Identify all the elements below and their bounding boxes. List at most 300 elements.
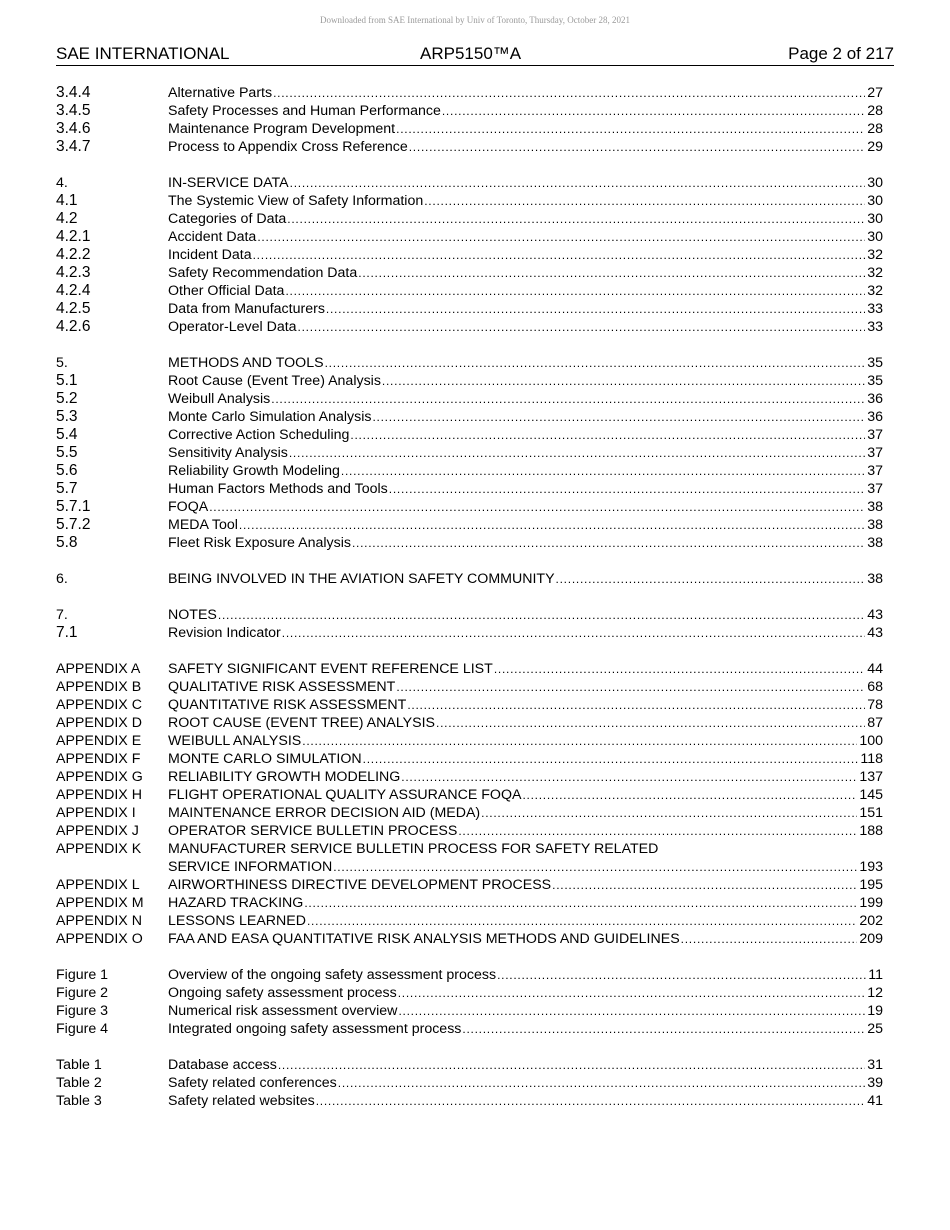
- toc-entry-title: BEING INVOLVED IN THE AVIATION SAFETY COMMUNITY: [168, 571, 555, 587]
- toc-entry-number: 6.: [56, 571, 68, 587]
- toc-entry-line: [168, 984, 883, 1002]
- toc-entry-line: [168, 138, 883, 156]
- toc-entry-page: 195: [859, 877, 883, 893]
- toc-entry[interactable]: [56, 678, 883, 696]
- toc-entry[interactable]: [56, 480, 883, 498]
- toc-entry-line: [168, 678, 883, 696]
- toc-entry-line: [168, 516, 883, 534]
- toc-entry-page: [881, 840, 883, 858]
- toc-entry-line: [168, 1074, 883, 1092]
- toc-entry-page: 33: [867, 301, 883, 317]
- toc-entry-line: [168, 768, 883, 786]
- toc-entry-line: [168, 570, 883, 588]
- toc-entry-page: 32: [867, 247, 883, 263]
- toc-entry-page: 29: [867, 139, 883, 155]
- dot-leader: [389, 480, 865, 498]
- toc-entry[interactable]: [56, 444, 883, 462]
- toc-entry-page: 68: [867, 679, 883, 695]
- toc-entry[interactable]: [56, 570, 883, 588]
- toc-entry-title: AIRWORTHINESS DIRECTIVE DEVELOPMENT PROCESS: [168, 877, 552, 893]
- toc-entry-page: 37: [867, 427, 883, 443]
- toc-entry-number: 5.7: [56, 480, 78, 497]
- toc-entry-number: Table 2: [56, 1075, 102, 1091]
- toc-entry-line: [168, 894, 883, 912]
- toc-entry[interactable]: [56, 120, 883, 138]
- toc-entry-title: NOTES: [168, 607, 217, 623]
- toc-entry-title: FOQA: [168, 499, 209, 515]
- toc-entry-title: FLIGHT OPERATIONAL QUALITY ASSURANCE FOQA: [168, 787, 522, 803]
- dot-leader: [218, 606, 865, 624]
- toc-entry-page: 35: [867, 373, 883, 389]
- toc-entry[interactable]: [56, 498, 883, 516]
- toc-entry-line: [168, 912, 883, 930]
- dot-leader: [442, 102, 865, 120]
- toc-entry-title: Numerical risk assessment overview: [168, 1003, 398, 1019]
- toc-entry-line: [168, 1092, 883, 1110]
- toc-entry-title: Database access: [168, 1057, 277, 1073]
- toc-entry-line: [168, 228, 883, 246]
- toc-entry-number: 3.4.6: [56, 120, 91, 137]
- toc-entry-page: 36: [867, 409, 883, 425]
- toc-entry-page: 32: [867, 265, 883, 281]
- dot-leader: [290, 174, 866, 192]
- toc-entry-number: 3.4.4: [56, 84, 91, 101]
- toc-entry-page: 151: [859, 805, 883, 821]
- toc-entry-number: Table 1: [56, 1057, 102, 1073]
- toc-group: [56, 84, 883, 156]
- toc-entry-line: [168, 858, 883, 876]
- toc-entry-number: 5.8: [56, 534, 78, 551]
- toc-entry-title: Weibull Analysis: [168, 391, 271, 407]
- toc-entry[interactable]: [56, 1092, 883, 1110]
- toc-entry-number: APPENDIX D: [56, 715, 142, 731]
- toc-group: [56, 660, 883, 948]
- dot-leader: [358, 264, 865, 282]
- toc-entry[interactable]: [56, 1074, 883, 1092]
- toc-entry-number: APPENDIX J: [56, 823, 139, 839]
- toc-entry-title: Integrated ongoing safety assessment process: [168, 1021, 462, 1037]
- toc-entry[interactable]: [56, 138, 883, 156]
- toc-entry-title: SERVICE INFORMATION: [168, 859, 333, 875]
- toc-entry-title: Maintenance Program Development: [168, 121, 396, 137]
- toc-entry-number: Figure 4: [56, 1021, 109, 1037]
- dot-leader: [424, 192, 865, 210]
- toc-entry-title: QUANTITATIVE RISK ASSESSMENT: [168, 697, 407, 713]
- toc-entry[interactable]: [56, 354, 883, 372]
- toc-entry-page: 31: [867, 1057, 883, 1073]
- toc-entry-line: [168, 84, 883, 102]
- toc-entry-line: [168, 408, 883, 426]
- toc-entry-page: 32: [867, 283, 883, 299]
- toc-entry-line: [168, 822, 883, 840]
- toc-entry-page: 35: [867, 355, 883, 371]
- toc-entry[interactable]: [56, 660, 883, 678]
- toc-entry-number: APPENDIX B: [56, 679, 142, 695]
- toc-entry-page: 199: [859, 895, 883, 911]
- toc-entry-line: [168, 606, 883, 624]
- toc-entry-page: 19: [867, 1003, 883, 1019]
- toc-entry-title: QUALITATIVE RISK ASSESSMENT: [168, 679, 396, 695]
- toc-entry-number: 4.2.5: [56, 300, 91, 317]
- toc-entry[interactable]: [56, 228, 883, 246]
- toc-entry[interactable]: [56, 984, 883, 1002]
- toc-entry-line: [168, 750, 883, 768]
- toc-entry-number: Figure 3: [56, 1003, 109, 1019]
- toc-entry[interactable]: [56, 408, 883, 426]
- toc-entry-number: 4.: [56, 175, 68, 191]
- dot-leader: [363, 750, 859, 768]
- toc-entry-title: Overview of the ongoing safety assessment process: [168, 967, 497, 983]
- toc-entry-number: APPENDIX F: [56, 751, 141, 767]
- toc-entry[interactable]: [56, 84, 883, 102]
- toc-entry-number: 4.2.2: [56, 246, 91, 263]
- toc-entry-number: 4.2.6: [56, 318, 91, 335]
- toc-entry-title: Fleet Risk Exposure Analysis: [168, 535, 351, 551]
- toc-entry-page: 100: [859, 733, 883, 749]
- toc-entry[interactable]: [56, 174, 883, 192]
- toc-entry[interactable]: [56, 894, 883, 912]
- toc-entry-title: Safety related conferences: [168, 1075, 337, 1091]
- dot-leader: [398, 984, 866, 1002]
- toc-entry-title: Ongoing safety assessment process: [168, 985, 397, 1001]
- toc-entry-page: 37: [867, 445, 883, 461]
- toc-entry-title: Process to Appendix Cross Reference: [168, 139, 408, 155]
- toc-entry-line: [168, 1020, 883, 1038]
- toc-entry-title: Sensitivity Analysis: [168, 445, 288, 461]
- toc-entry[interactable]: [56, 246, 883, 264]
- toc-entry[interactable]: [56, 840, 883, 858]
- toc-entry-number: APPENDIX E: [56, 733, 142, 749]
- toc-entry-page: 30: [867, 175, 883, 191]
- dot-leader: [481, 804, 857, 822]
- toc-entry[interactable]: [56, 714, 883, 732]
- toc-entry[interactable]: [56, 300, 883, 318]
- toc-entry-title: The Systemic View of Safety Information: [168, 193, 424, 209]
- toc-entry-line: [168, 804, 883, 822]
- dot-leader: [307, 912, 857, 930]
- toc-entry-number: 5.3: [56, 408, 78, 425]
- toc-entry[interactable]: [56, 858, 883, 876]
- toc-entry-title: Safety Processes and Human Performance: [168, 103, 441, 119]
- toc-entry[interactable]: [56, 966, 883, 984]
- dot-leader: [326, 300, 865, 318]
- toc-entry-page: 87: [867, 715, 883, 731]
- dot-leader: [316, 1092, 866, 1110]
- toc-entry[interactable]: [56, 876, 883, 894]
- dot-leader: [352, 534, 865, 552]
- toc-entry-title: MONTE CARLO SIMULATION: [168, 751, 362, 767]
- toc-entry-title: MAINTENANCE ERROR DECISION AID (MEDA): [168, 805, 481, 821]
- toc-entry-number: 7.1: [56, 624, 78, 641]
- dot-leader: [257, 228, 865, 246]
- toc-entry[interactable]: [56, 264, 883, 282]
- toc-entry-line: [168, 246, 883, 264]
- toc-entry-line: [168, 930, 883, 948]
- toc-entry[interactable]: [56, 804, 883, 822]
- toc-entry-number: 4.2: [56, 210, 78, 227]
- dot-leader: [522, 786, 857, 804]
- toc-entry-page: 44: [867, 661, 883, 677]
- toc-entry-page: 25: [867, 1021, 883, 1037]
- toc-entry-title: OPERATOR SERVICE BULLETIN PROCESS: [168, 823, 458, 839]
- dot-leader: [396, 678, 865, 696]
- dot-leader: [333, 858, 857, 876]
- toc-entry-page: 41: [867, 1093, 883, 1109]
- page-header: [56, 43, 894, 66]
- toc-entry-title: Revision Indicator: [168, 625, 281, 641]
- toc-entry-page: 38: [867, 535, 883, 551]
- toc-entry-page: 28: [867, 121, 883, 137]
- toc-entry[interactable]: [56, 516, 883, 534]
- toc-entry-number: 5.: [56, 355, 68, 371]
- publisher-name: SAE INTERNATIONAL: [56, 44, 230, 63]
- toc-entry-title: Categories of Data: [168, 211, 287, 227]
- dot-leader: [287, 210, 865, 228]
- dot-leader: [253, 246, 866, 264]
- document-number: ARP5150™A: [420, 44, 522, 63]
- toc-entry-number: APPENDIX L: [56, 877, 140, 893]
- toc-entry-number: 5.6: [56, 462, 78, 479]
- toc-entry-title: SAFETY SIGNIFICANT EVENT REFERENCE LIST: [168, 661, 493, 677]
- toc-entry-title: Reliability Growth Modeling: [168, 463, 340, 479]
- toc-entry-number: 5.5: [56, 444, 78, 461]
- toc-entry-page: 193: [859, 859, 883, 875]
- toc-entry-page: 188: [859, 823, 883, 839]
- toc-entry-page: 137: [859, 769, 883, 785]
- toc-entry-number: 5.1: [56, 372, 78, 389]
- toc-entry[interactable]: [56, 372, 883, 390]
- toc-entry[interactable]: [56, 192, 883, 210]
- toc-entry-number: 7.: [56, 607, 68, 623]
- dot-leader: [239, 516, 865, 534]
- dot-leader: [282, 624, 865, 642]
- toc-entry-number: [56, 858, 168, 876]
- toc-entry-number: APPENDIX G: [56, 769, 143, 785]
- toc-entry-page: 209: [859, 931, 883, 947]
- dot-leader: [462, 1020, 865, 1038]
- dot-leader: [338, 1074, 865, 1092]
- toc-entry-number: APPENDIX N: [56, 913, 142, 929]
- toc-entry-page: 39: [867, 1075, 883, 1091]
- toc-entry-title: Human Factors Methods and Tools: [168, 481, 388, 497]
- toc-entry-title: HAZARD TRACKING: [168, 895, 304, 911]
- toc-entry-page: 30: [867, 229, 883, 245]
- toc-entry-page: 38: [867, 517, 883, 533]
- dot-leader: [298, 318, 866, 336]
- toc-entry-page: 78: [867, 697, 883, 713]
- toc-entry-title: Data from Manufacturers: [168, 301, 325, 317]
- toc-entry-line: [168, 174, 883, 192]
- toc-entry-title: MANUFACTURER SERVICE BULLETIN PROCESS FOR SAFETY RELATED: [168, 841, 659, 857]
- toc-group: [56, 966, 883, 1038]
- dot-leader: [382, 372, 865, 390]
- toc-entry[interactable]: [56, 210, 883, 228]
- toc-entry-line: [168, 102, 883, 120]
- toc-entry[interactable]: [56, 102, 883, 120]
- toc-entry[interactable]: [56, 732, 883, 750]
- toc-entry-line: [168, 120, 883, 138]
- toc-entry-title: Safety Recommendation Data: [168, 265, 358, 281]
- toc-entry-title: IN-SERVICE DATA: [168, 175, 289, 191]
- dot-leader: [458, 822, 857, 840]
- toc-entry[interactable]: [56, 768, 883, 786]
- dot-leader: [341, 462, 865, 480]
- toc-entry[interactable]: [56, 624, 883, 642]
- toc-entry-line: [168, 354, 883, 372]
- toc-entry-line: [168, 1056, 883, 1074]
- toc-entry-page: 12: [867, 985, 883, 1001]
- toc-entry[interactable]: [56, 390, 883, 408]
- toc-entry[interactable]: [56, 462, 883, 480]
- toc-entry[interactable]: [56, 1020, 883, 1038]
- toc-entry-title: Alternative Parts: [168, 85, 273, 101]
- toc-entry-page: 145: [859, 787, 883, 803]
- toc-entry-line: [168, 480, 883, 498]
- toc-entry-title: ROOT CAUSE (EVENT TREE) ANALYSIS: [168, 715, 436, 731]
- toc-entry[interactable]: [56, 282, 883, 300]
- dot-leader: [278, 1056, 865, 1074]
- dot-leader: [494, 660, 865, 678]
- dot-leader: [325, 354, 866, 372]
- toc-entry-page: 33: [867, 319, 883, 335]
- toc-entry-title: Operator-Level Data: [168, 319, 297, 335]
- toc-entry-number: 5.7.1: [56, 498, 91, 515]
- toc-entry[interactable]: [56, 912, 883, 930]
- toc-entry-title: Accident Data: [168, 229, 257, 245]
- toc-entry-title: FAA AND EASA QUANTITATIVE RISK ANALYSIS METHODS AND GUIDELINES: [168, 931, 680, 947]
- toc-entry[interactable]: [56, 534, 883, 552]
- dot-leader: [372, 408, 865, 426]
- toc-entry-title: WEIBULL ANALYSIS: [168, 733, 302, 749]
- toc-entry-number: 3.4.5: [56, 102, 91, 119]
- toc-entry[interactable]: [56, 318, 883, 336]
- toc-entry-line: [168, 300, 883, 318]
- toc-entry-line: [168, 624, 883, 642]
- toc-entry-number: APPENDIX K: [56, 841, 142, 857]
- toc-entry-page: 30: [867, 211, 883, 227]
- toc-entry-title: Corrective Action Scheduling: [168, 427, 350, 443]
- toc-entry[interactable]: [56, 696, 883, 714]
- toc-entry-line: [168, 966, 883, 984]
- toc-entry-page: 28: [867, 103, 883, 119]
- page-number: Page 2 of 217: [788, 44, 894, 63]
- toc-entry[interactable]: [56, 606, 883, 624]
- toc-entry-number: Figure 1: [56, 967, 109, 983]
- toc-group: [56, 1056, 883, 1110]
- toc-entry-number: APPENDIX M: [56, 895, 144, 911]
- toc-entry-line: [168, 192, 883, 210]
- dot-leader: [681, 930, 858, 948]
- dot-leader: [401, 768, 857, 786]
- toc-entry[interactable]: [56, 786, 883, 804]
- dot-leader: [271, 390, 865, 408]
- toc-entry[interactable]: [56, 930, 883, 948]
- toc-entry-line: [168, 534, 883, 552]
- toc-entry-page: 38: [867, 571, 883, 587]
- toc-entry-number: 5.7.2: [56, 516, 91, 533]
- toc-entry-title: Other Official Data: [168, 283, 285, 299]
- toc-entry-line: [168, 390, 883, 408]
- dot-leader: [350, 426, 865, 444]
- toc-entry-line: [168, 462, 883, 480]
- toc-entry-line: [168, 282, 883, 300]
- toc-entry-line: [168, 264, 883, 282]
- toc-entry[interactable]: [56, 1002, 883, 1020]
- dot-leader: [285, 282, 865, 300]
- toc-entry-line: [168, 498, 883, 516]
- toc-entry-line: [168, 426, 883, 444]
- toc-entry[interactable]: [56, 822, 883, 840]
- dot-leader: [396, 120, 865, 138]
- toc-entry-number: 4.2.3: [56, 264, 91, 281]
- toc-entry-number: 4.2.4: [56, 282, 91, 299]
- toc-entry-title: Incident Data: [168, 247, 252, 263]
- toc-entry-line: [168, 444, 883, 462]
- toc-entry-number: 4.1: [56, 192, 78, 209]
- toc-entry-line: [168, 840, 883, 858]
- dot-leader: [304, 894, 857, 912]
- toc-entry-line: [168, 318, 883, 336]
- toc-entry-number: 3.4.7: [56, 138, 91, 155]
- toc-group: [56, 354, 883, 552]
- toc-entry-page: 30: [867, 193, 883, 209]
- toc-entry-line: [168, 210, 883, 228]
- toc-entry-page: 37: [867, 481, 883, 497]
- toc-entry-page: 11: [868, 967, 883, 983]
- toc-entry-number: 5.2: [56, 390, 78, 407]
- dot-leader: [497, 966, 866, 984]
- toc-entry-page: 118: [860, 751, 883, 767]
- dot-leader: [556, 570, 866, 588]
- toc-entry-number: Table 3: [56, 1093, 102, 1109]
- toc-entry-number: 4.2.1: [56, 228, 91, 245]
- dot-leader: [409, 138, 865, 156]
- toc-entry-line: [168, 372, 883, 390]
- toc-entry[interactable]: [56, 750, 883, 768]
- toc-entry-line: [168, 876, 883, 894]
- toc-entry-number: APPENDIX H: [56, 787, 142, 803]
- dot-leader: [209, 498, 865, 516]
- toc-group: [56, 174, 883, 336]
- toc-entry-line: [168, 714, 883, 732]
- toc-entry[interactable]: [56, 1056, 883, 1074]
- toc-entry-line: [168, 696, 883, 714]
- toc-entry-page: 37: [867, 463, 883, 479]
- toc-entry-line: [168, 732, 883, 750]
- toc-entry-number: APPENDIX O: [56, 931, 143, 947]
- toc-entry-line: [168, 660, 883, 678]
- toc-entry-title: RELIABILITY GROWTH MODELING: [168, 769, 401, 785]
- toc-entry-title: Safety related websites: [168, 1093, 315, 1109]
- toc-entry-number: APPENDIX C: [56, 697, 142, 713]
- dot-leader: [289, 444, 865, 462]
- toc-entry-page: 43: [867, 625, 883, 641]
- toc-entry-page: 202: [859, 913, 883, 929]
- toc-entry-title: LESSONS LEARNED: [168, 913, 306, 929]
- toc-entry-page: 38: [867, 499, 883, 515]
- toc-entry-number: APPENDIX I: [56, 805, 136, 821]
- toc-entry-title: Monte Carlo Simulation Analysis: [168, 409, 372, 425]
- toc-entry-number: 5.4: [56, 426, 78, 443]
- toc-entry-page: 27: [867, 85, 883, 101]
- toc-entry-number: APPENDIX A: [56, 661, 141, 677]
- toc-entry[interactable]: [56, 426, 883, 444]
- toc-entry-title: MEDA Tool: [168, 517, 238, 533]
- dot-leader: [302, 732, 857, 750]
- toc-entry-line: [168, 786, 883, 804]
- toc-group: [56, 606, 883, 642]
- dot-leader: [407, 696, 865, 714]
